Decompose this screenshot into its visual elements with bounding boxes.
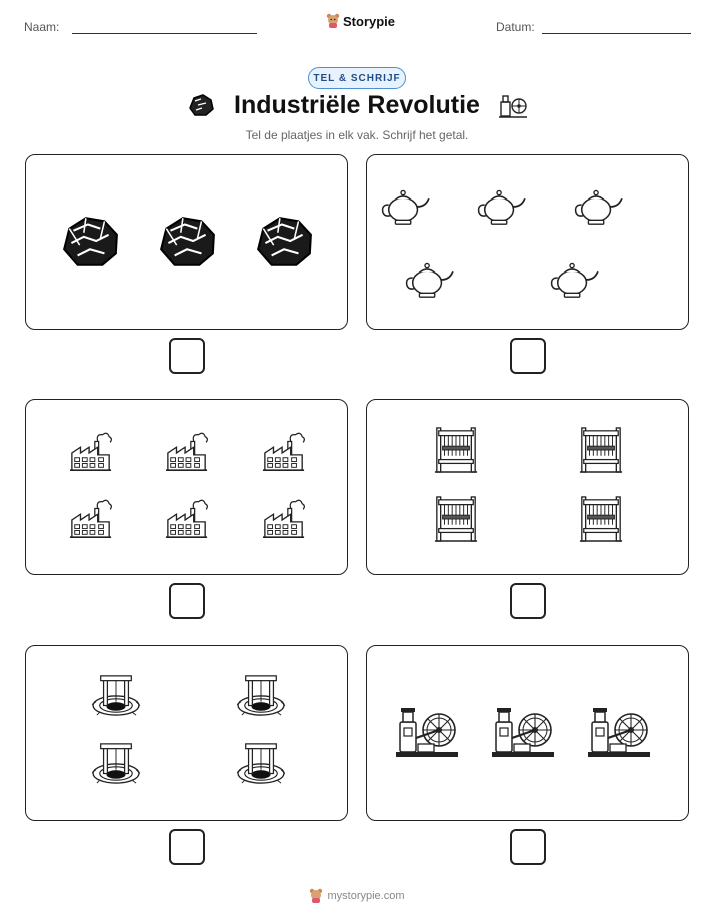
counting-card xyxy=(366,645,689,821)
teapot-icon xyxy=(547,255,601,306)
factory-icon xyxy=(165,430,209,479)
date-line[interactable] xyxy=(542,33,691,34)
teapot-icon xyxy=(378,182,432,233)
coal-icon xyxy=(156,212,218,275)
mine-shaft-icon xyxy=(235,673,287,722)
answer-box[interactable] xyxy=(169,338,205,374)
steam-engine-title-icon xyxy=(498,92,528,120)
answer-box[interactable] xyxy=(169,829,205,865)
loom-icon xyxy=(433,425,479,480)
answer-box[interactable] xyxy=(510,829,546,865)
loom-icon xyxy=(433,494,479,549)
answer-box[interactable] xyxy=(169,583,205,619)
steam-engine-icon xyxy=(490,704,556,765)
factory-icon xyxy=(165,497,209,546)
coal-icon xyxy=(253,212,315,275)
counting-card xyxy=(25,645,348,821)
mine-shaft-icon xyxy=(90,673,142,722)
activity-badge: TEL & SCHRIJF xyxy=(308,67,406,89)
name-line[interactable] xyxy=(72,33,257,34)
counting-card xyxy=(25,154,348,330)
brand-logo xyxy=(326,13,395,29)
loom-icon xyxy=(578,494,624,549)
steam-engine-icon xyxy=(394,704,460,765)
teapot-icon xyxy=(402,255,456,306)
steam-engine-icon xyxy=(586,704,652,765)
factory-icon xyxy=(262,430,306,479)
teapot-icon xyxy=(571,182,625,233)
brand-name: Storypie xyxy=(343,13,396,29)
counting-card xyxy=(366,399,689,575)
counting-card xyxy=(366,154,689,330)
counting-card xyxy=(25,399,348,575)
answer-box[interactable] xyxy=(510,583,546,619)
teapot-icon xyxy=(474,182,528,233)
name-label: Naam: xyxy=(24,20,60,34)
date-label: Datum: xyxy=(496,20,535,34)
loom-icon xyxy=(578,425,624,480)
instructions: Tel de plaatjes in elk vak. Schrijf het getal. xyxy=(245,128,469,142)
factory-icon xyxy=(69,430,113,479)
bear-icon xyxy=(326,13,340,29)
coal-icon xyxy=(59,212,121,275)
answer-box[interactable] xyxy=(510,338,546,374)
footer-url[interactable]: mystorypie.com xyxy=(327,890,405,902)
factory-icon xyxy=(262,497,306,546)
page-title: Industriële Revolutie xyxy=(234,91,480,119)
mine-shaft-icon xyxy=(90,741,142,790)
footer xyxy=(0,888,714,904)
mine-shaft-icon xyxy=(235,741,287,790)
bear-icon xyxy=(309,888,323,904)
factory-icon xyxy=(69,497,113,546)
